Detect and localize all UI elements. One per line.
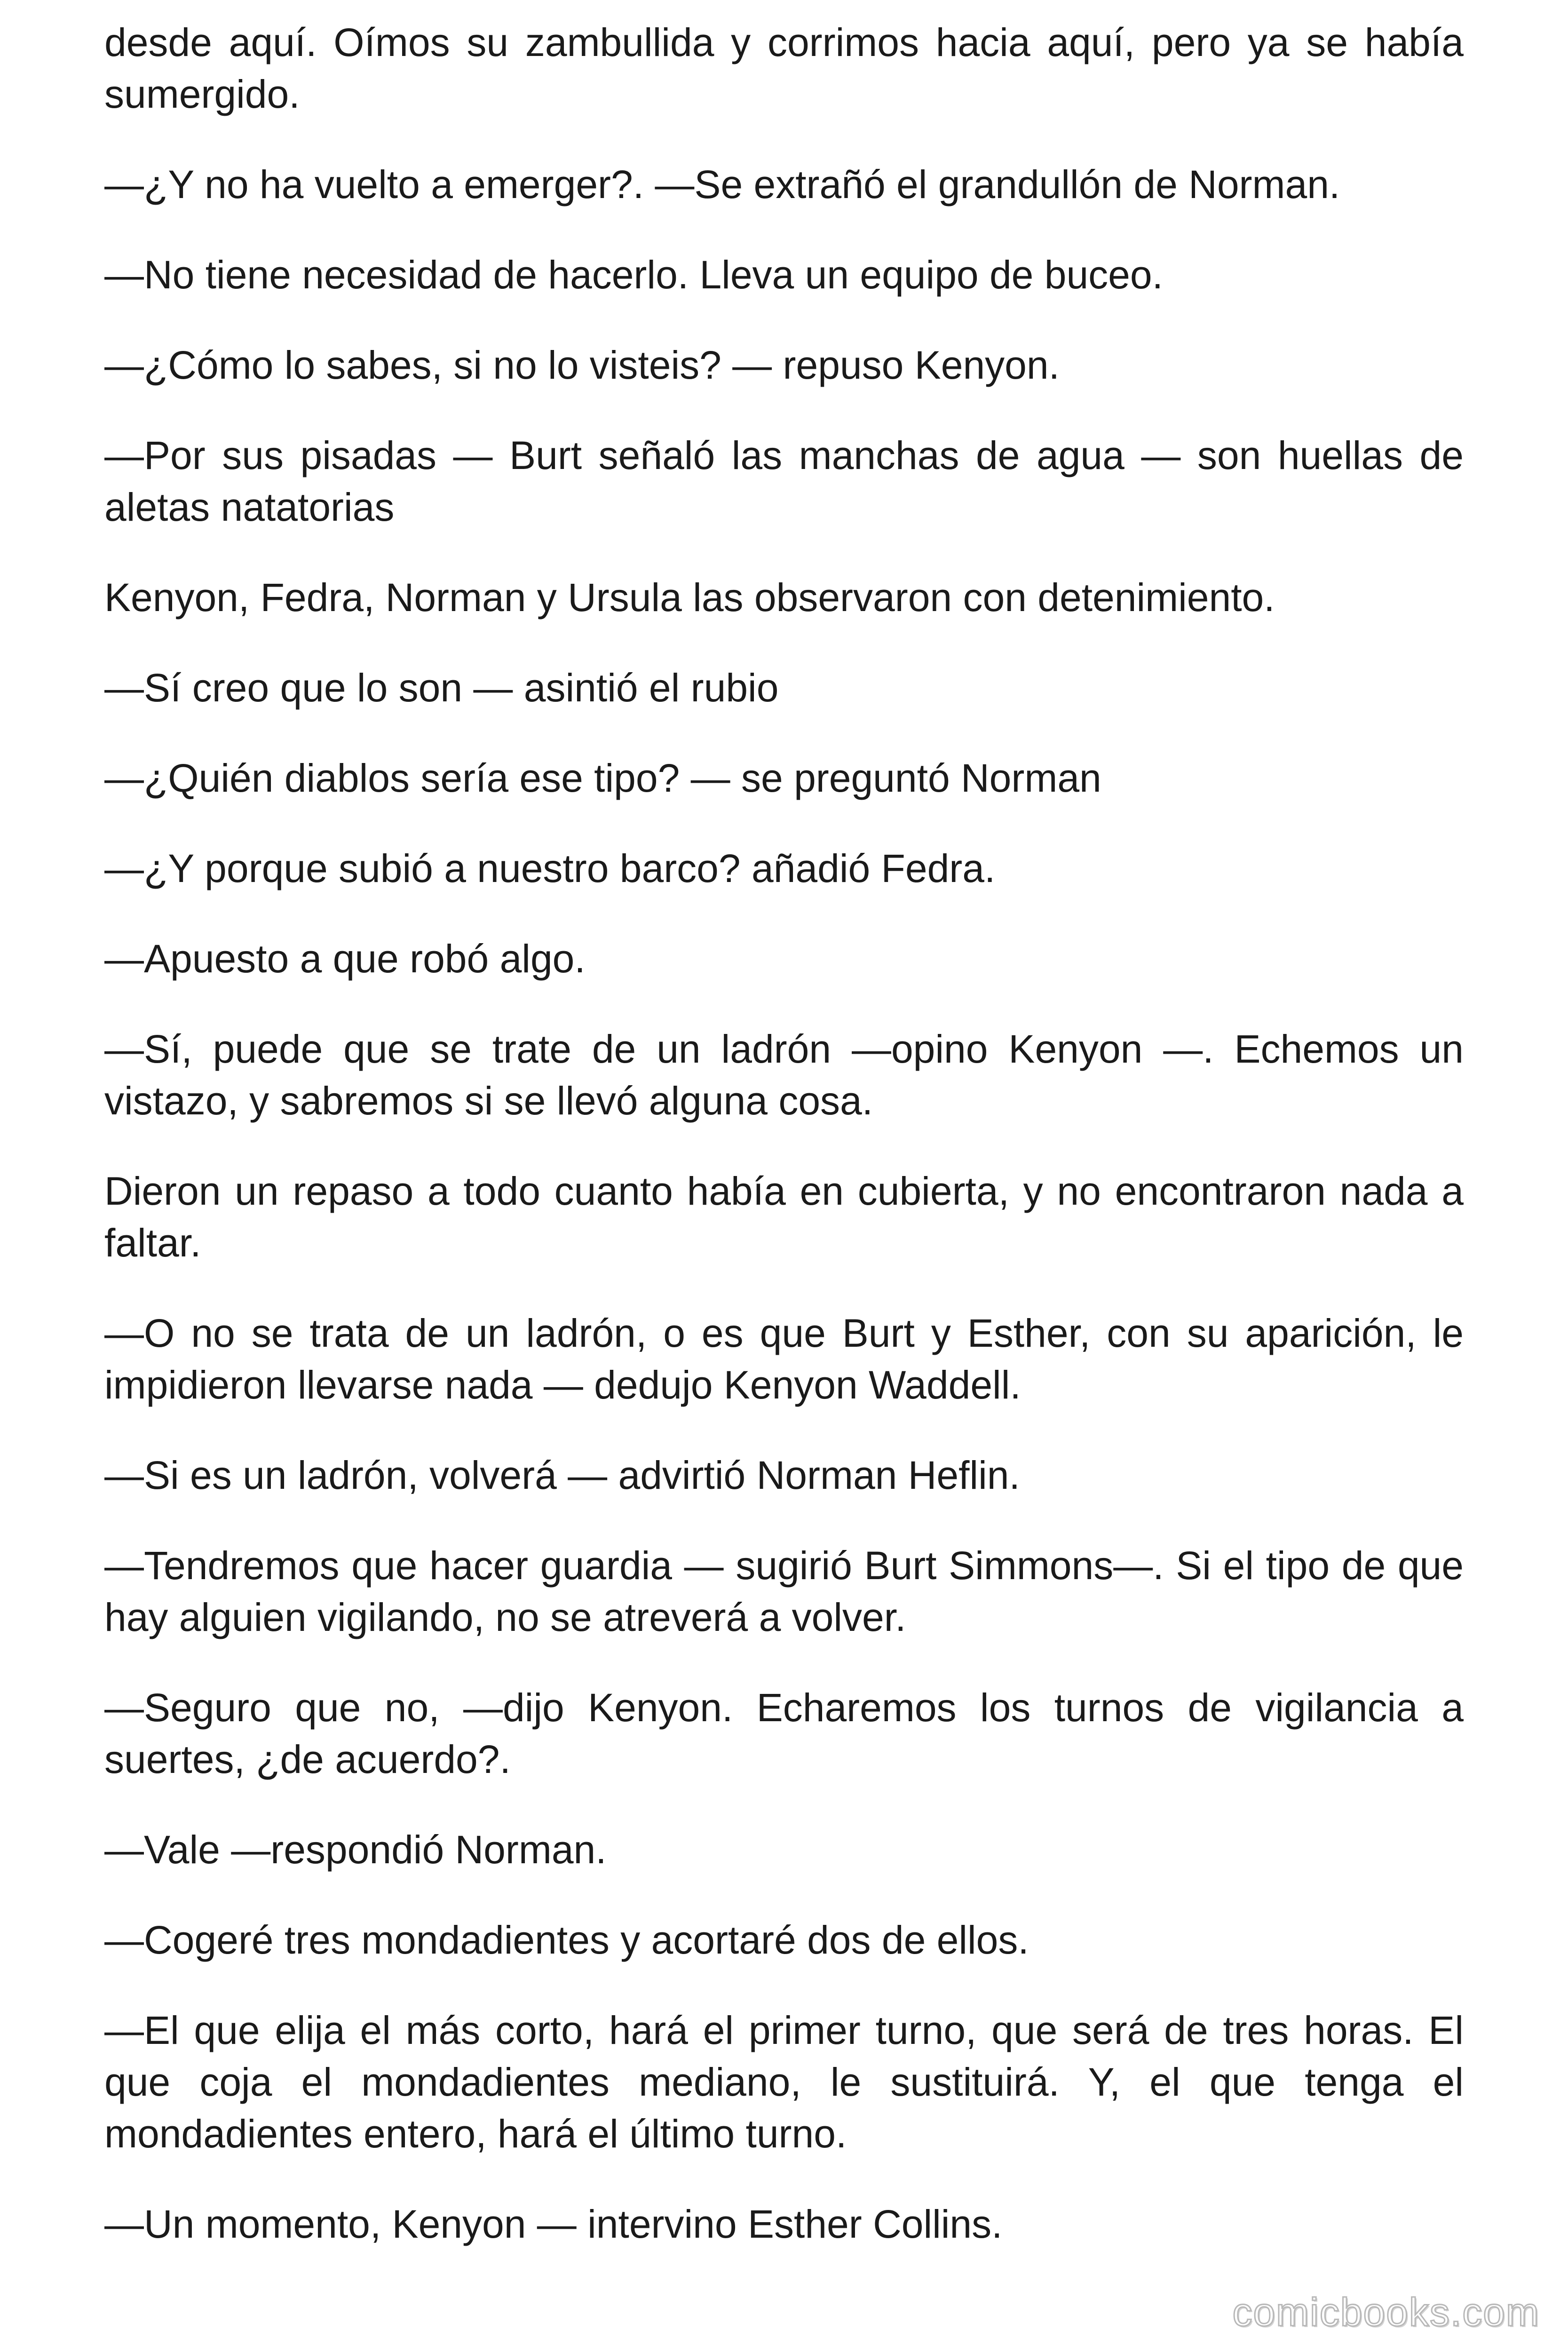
- paragraph: —Vale —respondió Norman.: [104, 1828, 607, 1872]
- text-body: [104, 16, 1464, 2288]
- paragraph: —¿Quién diablos sería ese tipo? — se preguntó Norman: [104, 756, 1101, 800]
- paragraph: Dieron un repaso a todo cuanto había en cubierta, y no encontraron nada a faltar.: [104, 1169, 1464, 1265]
- paragraph: desde aquí. Oímos su zambullida y corrimos hacia aquí, pero ya se había sumergido.: [104, 20, 1464, 116]
- paragraph: —No tiene necesidad de hacerlo. Lleva un equipo de buceo.: [104, 253, 1163, 297]
- paragraph: —Seguro que no, —dijo Kenyon. Echaremos los turnos de vigilancia a suertes, ¿de acuerdo?.: [104, 1685, 1464, 1781]
- paragraph: Kenyon, Fedra, Norman y Ursula las observaron con detenimiento.: [104, 575, 1275, 620]
- paragraph: —Si es un ladrón, volverá — advirtió Norman Heflin.: [104, 1453, 1020, 1497]
- paragraph: —Sí creo que lo son — asintió el rubio: [104, 666, 779, 710]
- paragraph: —Apuesto a que robó algo.: [104, 937, 586, 981]
- paragraph: —Sí, puede que se trate de un ladrón —opino Kenyon —. Echemos un vistazo, y sabremos si se llevó alguna cosa.: [104, 1027, 1464, 1123]
- paragraph: —Un momento, Kenyon — intervino Esther Collins.: [104, 2202, 1003, 2246]
- paragraph: —¿Y porque subió a nuestro barco? añadió Fedra.: [104, 846, 996, 890]
- watermark: comicbooks.com: [1232, 2290, 1540, 2334]
- paragraph: —O no se trata de un ladrón, o es que Burt y Esther, con su aparición, le impidieron llevarse nada — dedujo Kenyon Waddell.: [104, 1311, 1464, 1407]
- paragraph: —¿Y no ha vuelto a emerger?. —Se extrañó el grandullón de Norman.: [104, 162, 1340, 207]
- paragraph: —Tendremos que hacer guardia — sugirió Burt Simmons—. Si el tipo de que hay alguien vigilando, no se atreverá a volver.: [104, 1543, 1464, 1639]
- paragraph: —¿Cómo lo sabes, si no lo visteis? — repuso Kenyon.: [104, 343, 1060, 387]
- paragraph: —Cogeré tres mondadientes y acortaré dos de ellos.: [104, 1918, 1029, 1962]
- paragraph: —El que elija el más corto, hará el primer turno, que será de tres horas. El que coja el mondadientes mediano, le sustituirá. Y, el que tenga el mondadientes entero, hará el último turno.: [104, 2008, 1464, 2156]
- paragraph: —Por sus pisadas — Burt señaló las manchas de agua — son huellas de aletas natatorias: [104, 433, 1464, 529]
